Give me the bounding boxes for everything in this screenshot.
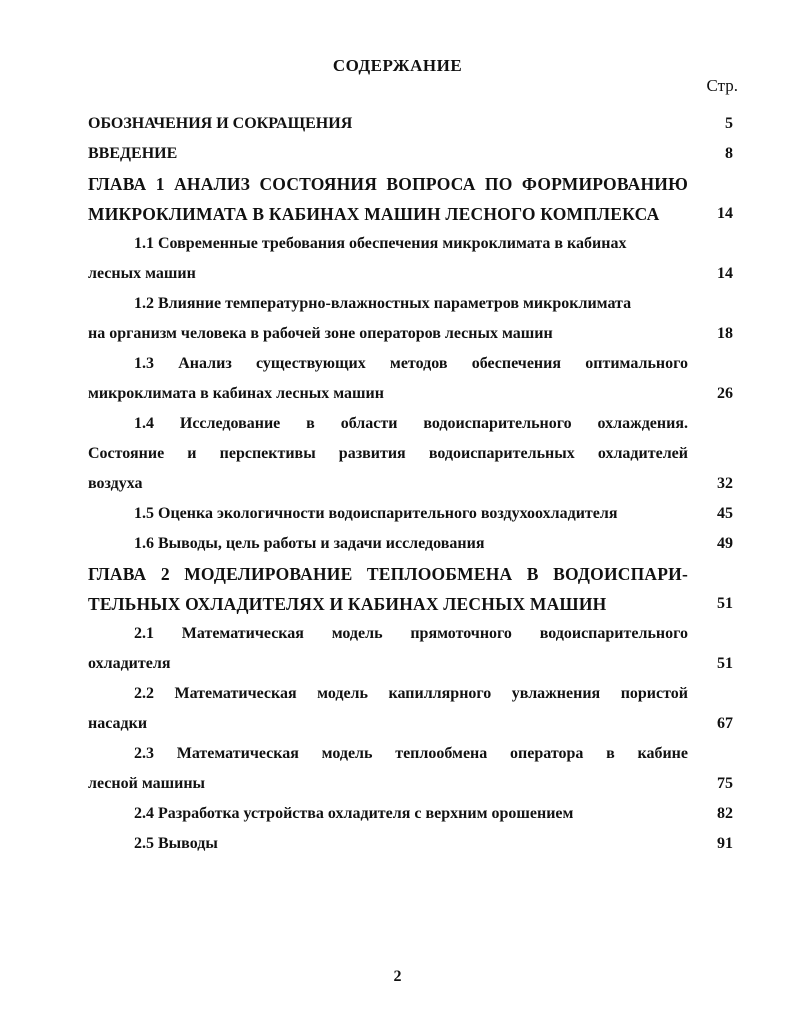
toc-line: 2.3 Математическая модель теплообмена оператора в кабине	[134, 745, 688, 762]
page-title: СОДЕРЖАНИЕ	[332, 56, 463, 75]
toc-chapter-line: МИКРОКЛИМАТА В КАБИНАХ МАШИН ЛЕСНОГО КОМПЛЕКСА	[88, 204, 660, 224]
toc-line: 2.1 Математическая модель прямоточного водоиспарительного	[134, 625, 688, 642]
toc-page-number: 51	[717, 655, 733, 672]
toc-line: 2.2 Математическая модель капиллярного увлажнения пористой	[134, 685, 688, 702]
toc-page-number: 51	[717, 595, 733, 612]
toc-page-number: 32	[717, 475, 733, 492]
page-column-label: Стр.	[706, 76, 738, 95]
toc-page-number: 82	[717, 805, 733, 822]
toc-page-number: 14	[717, 205, 733, 222]
toc-page-number: 75	[717, 775, 733, 792]
toc-line: ВВЕДЕНИЕ	[88, 145, 178, 162]
toc-page-number: 26	[717, 385, 733, 402]
toc-line: лесных машин	[88, 265, 196, 282]
toc-line: 1.1 Современные требования обеспечения микроклимата в кабинах	[134, 235, 627, 252]
toc-line: 1.4 Исследование в области водоиспарительного охлаждения.	[134, 415, 688, 432]
toc-line: насадки	[88, 715, 148, 732]
toc-line: Состояние и перспективы развития водоиспарительных охладителей	[88, 445, 688, 462]
toc-chapter-line: ГЛАВА 2 МОДЕЛИРОВАНИЕ ТЕПЛООБМЕНА В ВОДОИСПАРИ-	[88, 564, 688, 584]
toc-page-number: 49	[717, 535, 733, 552]
toc-line: лесной машины	[88, 775, 206, 792]
toc-line: 1.3 Анализ существующих методов обеспечения оптимального	[134, 355, 688, 372]
toc-line: охладителя	[88, 655, 171, 672]
toc-page-number: 5	[725, 115, 733, 132]
toc-page-number: 14	[717, 265, 733, 282]
toc-line: 2.5 Выводы	[134, 835, 218, 852]
toc-page-number: 8	[725, 145, 733, 162]
toc-line: 2.4 Разработка устройства охладителя с верхним орошением	[134, 805, 574, 822]
toc-page-number: 18	[717, 325, 733, 342]
toc-line: воздуха	[88, 475, 143, 492]
toc-chapter-line: ТЕЛЬНЫХ ОХЛАДИТЕЛЯХ И КАБИНАХ ЛЕСНЫХ МАШИН	[88, 594, 607, 614]
toc-page-number: 91	[717, 835, 733, 852]
toc-line: микроклимата в кабинах лесных машин	[88, 385, 384, 402]
toc-line: на организм человека в рабочей зоне операторов лесных машин	[88, 325, 553, 342]
toc-page-number: 67	[717, 715, 733, 732]
toc-line: 1.2 Влияние температурно-влажностных параметров микроклимата	[134, 295, 632, 312]
toc-chapter-line: ГЛАВА 1 АНАЛИЗ СОСТОЯНИЯ ВОПРОСА ПО ФОРМИРОВАНИЮ	[88, 174, 688, 194]
page-number: 2	[393, 968, 402, 985]
toc-line: 1.6 Выводы, цель работы и задачи исследования	[134, 535, 485, 552]
toc-line: 1.5 Оценка экологичности водоиспарительного воздухоохладителя	[134, 505, 618, 522]
toc-line: ОБОЗНАЧЕНИЯ И СОКРАЩЕНИЯ	[88, 115, 353, 132]
toc-page-number: 45	[717, 505, 733, 522]
